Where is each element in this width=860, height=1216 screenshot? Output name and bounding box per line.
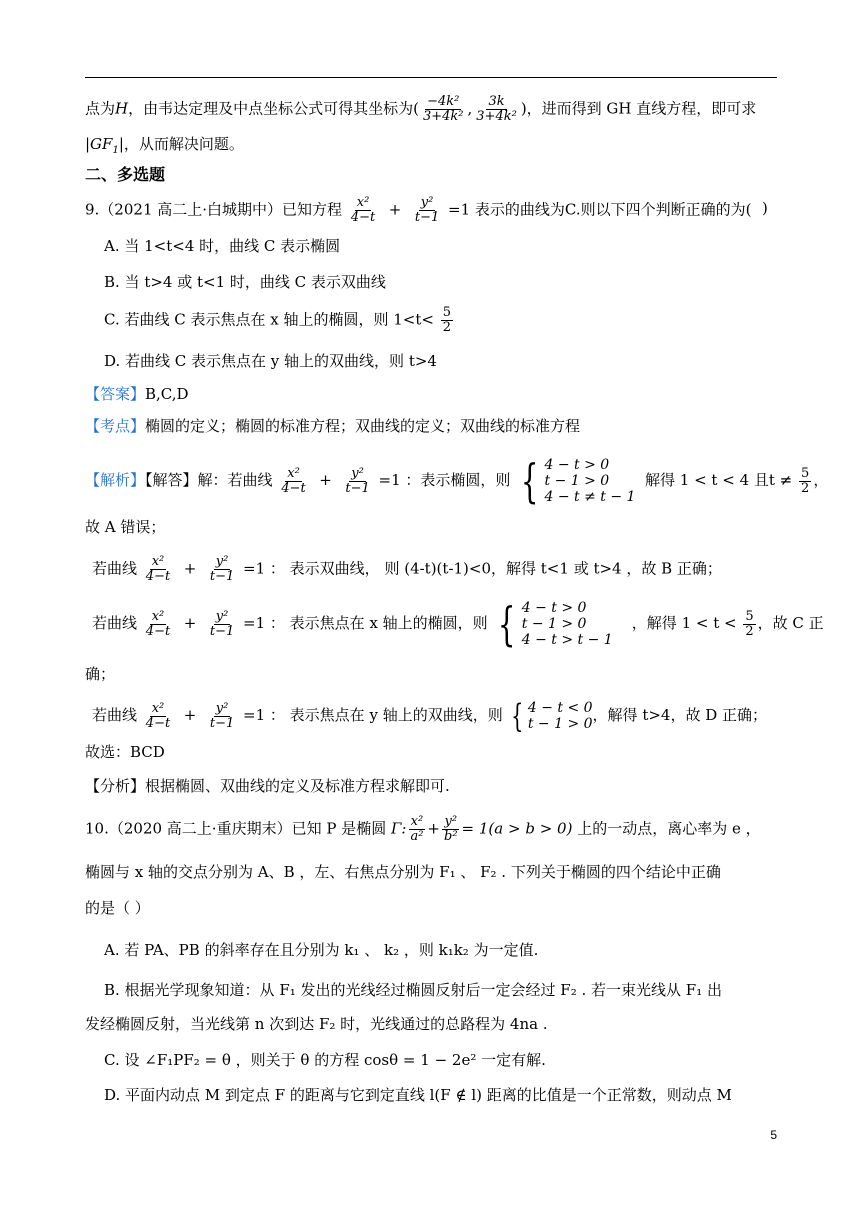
text: ，由韦达定理及中点坐标公式可得其坐标为(	[128, 99, 419, 118]
text-line: 若曲线 $\frac{\text{x²}}{4-t}$ + $\frac{\text{y²}}{t-1}$ =1 ： 表示焦点在 x 轴上的椭圆，则 { 4 − t > 0 t − 1 > 0 4 − t > t − 1 ，解得 1 < t < $\frac{5}{2}$ ，故 C 正	[92, 597, 824, 651]
option-c: C. 若曲线 C 表示焦点在 x 轴上的椭圆，则 1<t< $\frac{5}{2}$	[104, 305, 452, 335]
equation-system	[522, 600, 613, 648]
option-d: D. 平面内动点 M 到定点 F 的距离与它到定直线 l(F ∉ l) 距离的比值是一个正常数，则动点 M	[104, 1086, 732, 1104]
equation-row: 4 − t < 0	[527, 700, 593, 716]
equation-row: 4 − t > t − 1	[521, 632, 613, 648]
section-heading: 二、多选题	[85, 165, 166, 184]
fraction: $\frac{\text{−4k²}}{\text{3+4k²}}$	[422, 94, 464, 124]
option-c: C. 设 ∠F₁PF₂ = θ ，则关于 θ 的方程 cosθ = 1 − 2e² 一定有解.	[104, 1051, 546, 1069]
equation-row: t − 1 > 0	[527, 716, 593, 732]
text-line: 若曲线 $\frac{\text{x²}}{4-t}$ + $\frac{\text{y²}}{t-1}$ =1 ： 表示双曲线， 则 (4-t)(t-1)<0，解得 t<1 或 t>4 ，故 B 正确；	[92, 554, 722, 584]
math: H	[115, 99, 129, 118]
key-points: 【考点】椭圆的定义；椭圆的标准方程；双曲线的定义；双曲线的标准方程	[85, 417, 581, 435]
question-10: 10.（2020 高二上·重庆期末）已知 P 是椭圆 Γ: $\frac{\text{x²}}{\text{a²}}$ + $\frac{\text{y²}}{\text{b²}}$ = 1(a > b > 0) 上的一动点，离心率为 e ，	[85, 814, 761, 844]
option-a: A. 当 1<t<4 时，曲线 C 表示椭圆	[104, 237, 341, 255]
fraction: $\frac{3k}{\text{3+4k²}}$	[476, 94, 517, 124]
analysis-line: 【解析】【解答】解：若曲线 $\frac{\text{x²}}{4-t}$ + $\frac{\text{y²}}{t-1}$ =1 ：表示椭圆，则 { 4 − t > 0 t − 1 > 0 4 − t ≠ t − 1 解得 1 < t < 4 且t ≠ $\frac{5}{2}$ ，	[85, 454, 829, 508]
answer: 【答案】B,C,D	[85, 385, 189, 403]
page-number: 5	[770, 1128, 777, 1142]
text-line: 发经椭圆反射，当光线第 n 次到达 F₂ 时，光线通过的总路程为 4na .	[85, 1015, 548, 1033]
header-rule	[85, 77, 777, 78]
option-d: D. 若曲线 C 表示焦点在 y 轴上的双曲线，则 t>4	[104, 352, 437, 370]
text-line: 的是（ ）	[85, 899, 150, 917]
equation-row: 4 − t > 0	[544, 457, 610, 473]
text-line: 若曲线 $\frac{\text{x²}}{4-t}$ + $\frac{\text{y²}}{t-1}$ =1 ： 表示焦点在 y 轴上的双曲线，则 { 4 − t < 0 t − 1 > 0 ，解得 t>4，故 D 正确；	[92, 697, 768, 735]
analysis-summary: 【分析】根据椭圆、双曲线的定义及标准方程求解即可.	[85, 777, 450, 795]
option-a: A. 若 PA、PB 的斜率存在且分别为 k₁ 、 k₂ ，则 k₁k₂ 为一定值.	[104, 941, 539, 959]
equation-row: 4 − t ≠ t − 1	[544, 489, 636, 505]
text: )，进而得到 GH 直线方程，即可求	[520, 99, 757, 118]
option-b: B. 当 t>4 或 t<1 时，曲线 C 表示双曲线	[104, 273, 386, 291]
equation-system	[528, 700, 593, 732]
text-line: 故 A 错误；	[85, 518, 166, 536]
text-line: 点为H，由韦达定理及中点坐标公式可得其坐标为( $\frac{\text{−4k²}}{\text{3+4k²}}$ , $\frac{3k}{\text{3+4k²}}$ )，进而得到 GH 直线方程，即可求	[85, 94, 757, 124]
paren: )	[762, 199, 768, 217]
equation-row: 4 − t > 0	[521, 600, 587, 616]
equation-system	[545, 457, 636, 505]
text-line: 确；	[85, 665, 116, 683]
text: 点为	[85, 99, 116, 118]
text-line: $|GF_1|$，从而解决问题。	[85, 135, 244, 156]
question-9: 9.（2021 高二上·白城期中）已知方程 $\frac{\text{x²}}{4-t}$ + $\frac{\text{y²}}{t-1}$ =1 表示的曲线为C.则以下四个判断正确的为(	[85, 195, 752, 225]
text-line: 椭圆与 x 轴的交点分别为 A、B ，左、右焦点分别为 F₁ 、 F₂ . 下列关于椭圆的四个结论中正确	[85, 863, 721, 881]
text-line: 故选：BCD	[85, 743, 165, 761]
equation-row: t − 1 > 0	[544, 473, 610, 489]
equation-row: t − 1 > 0	[521, 616, 587, 632]
option-b: B. 根据光学现象知道：从 F₁ 发出的光线经过椭圆反射后一定会经过 F₂ . 若一束光线从 F₁ 出	[104, 981, 722, 999]
